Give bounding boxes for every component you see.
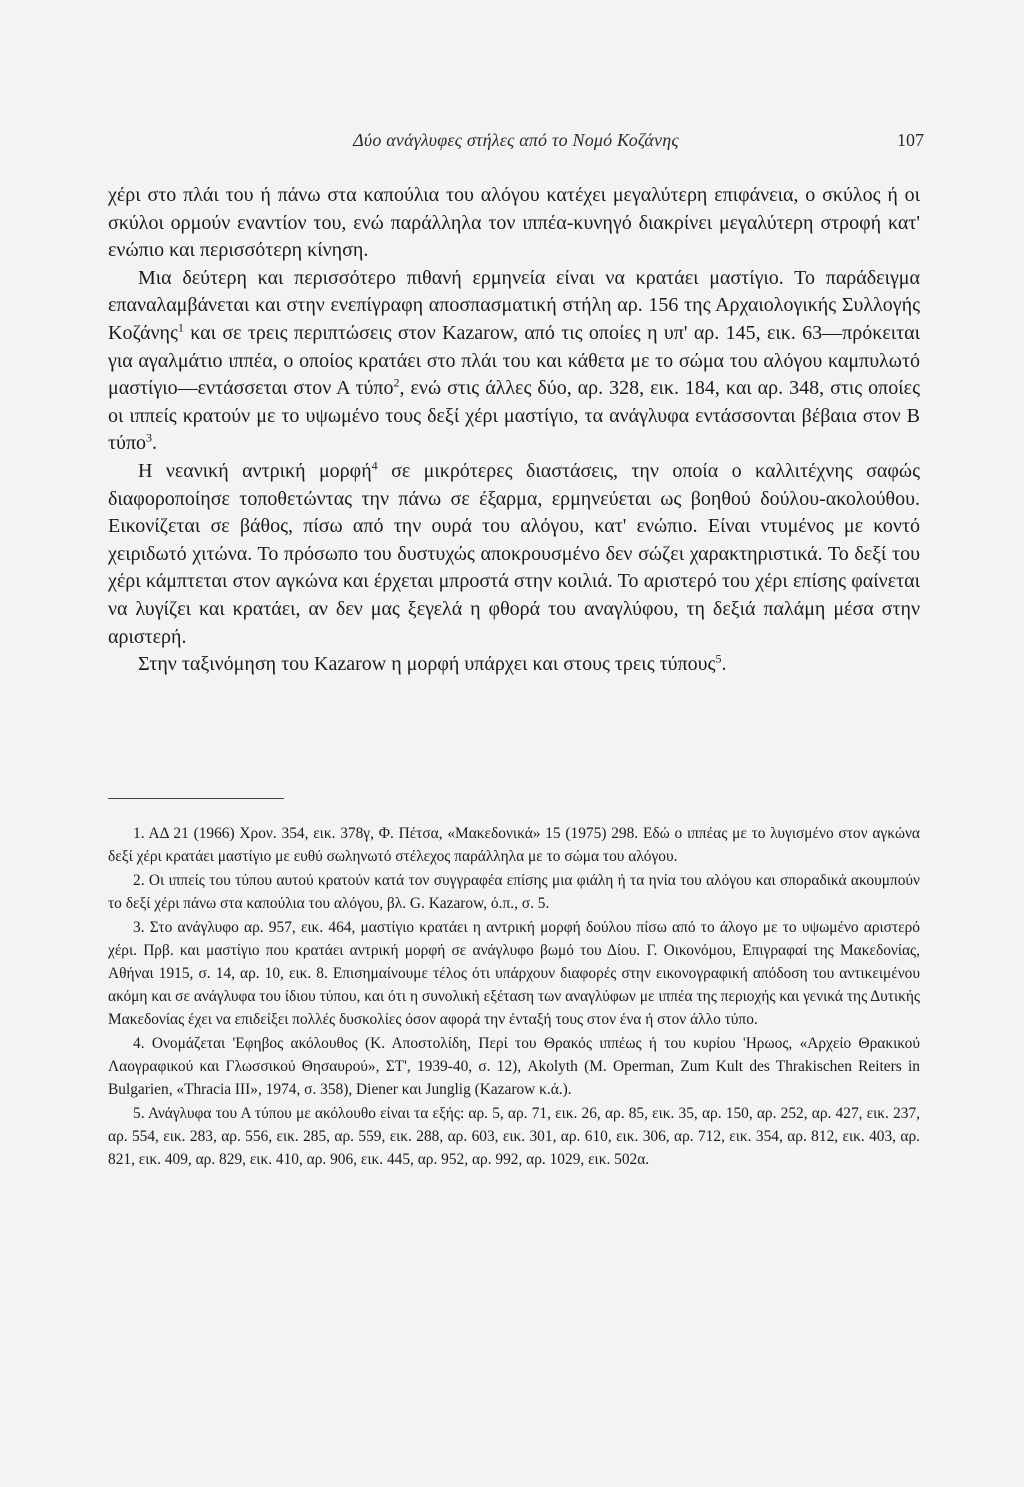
footnote-marker[interactable]: 2 xyxy=(393,375,400,390)
main-text xyxy=(108,182,920,679)
footnote: 1. ΑΔ 21 (1966) Χρον. 354, εικ. 378γ, Φ. Πέτσα, «Μακεδονικά» 15 (1975) 298. Εδώ ο ιππέας με το λυγισμένο στον αγκώνα δεξί χέρι κρατάει μαστίγιο με ευθύ σωληνωτό στέλεχος παράλληλα με το σώμα του αλόγου. xyxy=(108,825,920,865)
body-paragraph xyxy=(108,265,920,458)
footnote-marker[interactable]: 4 xyxy=(371,458,378,473)
paragraph-text: . xyxy=(152,432,158,455)
paragraph-text: και σε τρεις περιπτώσεις στον Kazarow, από τις οποίες η υπ' αρ. 145, εικ. 63—πρόκειται για αγαλμάτιο ιππέα, ο οποίος κρατάει στο πλάι του και κάθετα με το σώμα του αλόγου καμπυλωτό μαστίγιο—εντάσσεται στον Α τύπο xyxy=(108,321,920,400)
footnote: 3. Στο ανάγλυφο αρ. 957, εικ. 464, μαστίγιο κρατάει η αντρική μορφή δούλου πίσω από το άλογο με το υψωμένο αριστερό χέρι. Πρβ. και μαστίγιο που κρατάει αντρική μορφή σε ανάγλυφο βωμό του Δίου. Γ. Οικονόμου, Επιγραφαί της Μακεδονίας, Αθήναι 1915, σ. 14, αρ. 10, εικ. 8. Επισημαίνουμε τέλος ότι υπάρχουν διαφορές στην εικονογραφική απόδοση του αντικειμένου ακόμη και σε ανάγλυφα του ίδιου τύπου, και ότι η συνολική εξέταση των αναγλύφων με ιππέα της περιοχής και γενικά της Δυτικής Μακεδονίας έχει να επιδείξει πολλές δυσκολίες όσον αφορά την ένταξή τους στον ένα ή στον άλλο τύπο. xyxy=(108,919,920,1028)
footnote-marker[interactable]: 1 xyxy=(177,320,184,335)
footnote-marker[interactable]: 3 xyxy=(146,430,153,445)
footnote: 2. Οι ιππείς του τύπου αυτού κρατούν κατά τον συγγραφέα επίσης μια φιάλη ή τα ηνία του αλόγου και σποραδικά ακουμπούν το δεξί χέρι πάνω στα καπούλια του αλόγου, βλ. G. Kazarow, ό.π., σ. 5. xyxy=(108,872,920,912)
body-paragraph xyxy=(108,651,920,679)
footnote-rule xyxy=(108,798,284,799)
paragraph-text: Στην ταξινόμηση του Kazarow η μορφή υπάρχει και στους τρεις τύπους xyxy=(138,653,716,676)
paragraph-text: . xyxy=(721,653,727,676)
paragraph-text: σε μικρότερες διαστάσεις, την οποία ο καλλιτέχνης σαφώς διαφοροποίησε τοποθετώντας την πάνω σε έξαρμα, ερμηνεύεται ως βοηθού δούλου-ακολούθου. Εικονίζεται σε βάθος, πίσω από την ουρά του αλόγου, κατ' ενώπιο. Είναι ντυμένος με κοντό χειριδωτό χιτώνα. Το πρόσωπο του δυστυχώς αποκρουσμένο δεν σώζει χαρακτηριστικά. Το δεξί του χέρι κάμπτεται στον αγκώνα και έρχεται μπροστά στην κοιλιά. Το αριστερό του χέρι επίσης φαίνεται να λυγίζει και κρατάει, αν δεν μας ξεγελά η φθορά του αναγλύφου, τη δεξιά παλάμη μέσα στην αριστερή. xyxy=(108,459,920,648)
running-title: Δύο ανάγλυφες στήλες από το Νομό Κοζάνης xyxy=(353,130,679,150)
paragraph-text: χέρι στο πλάι του ή πάνω στα καπούλια του αλόγου κατέχει μεγαλύτερη επιφάνεια, ο σκύλος ή οι σκύλοι ορμούν εναντίον του, ενώ παράλληλα τον ιππέα-κυνηγό διακρίνει μεγαλύτερη στροφή κατ' ενώπιο και περισσότερη κίνηση. xyxy=(108,184,920,262)
footnote: 5. Ανάγλυφα του Α τύπου με ακόλουθο είναι τα εξής: αρ. 5, αρ. 71, εικ. 26, αρ. 85, εικ. 35, αρ. 150, αρ. 252, αρ. 427, εικ. 237, αρ. 554, εικ. 283, αρ. 556, εικ. 285, αρ. 559, εικ. 288, αρ. 603, εικ. 301, αρ. 610, εικ. 306, αρ. 712, εικ. 354, αρ. 812, εικ. 403, αρ. 821, εικ. 409, αρ. 829, εικ. 410, αρ. 906, εικ. 445, αρ. 952, αρ. 992, αρ. 1029, εικ. 502α. xyxy=(108,1105,920,1168)
paragraph-text: , ενώ στις άλλες δύο, αρ. 328, εικ. 184, και αρ. 348, στις οποίες οι ιππείς κρατούν με το υψωμένο τους δεξί χέρι μαστίγιο, τα ανάγλυφα εντάσσονται βέβαια στον Β τύπο xyxy=(108,377,920,455)
page-number: 107 xyxy=(897,130,924,150)
paragraph-text: Η νεανική αντρική μορφή xyxy=(138,459,372,482)
body-paragraph xyxy=(108,458,920,651)
page-header xyxy=(108,130,924,156)
body-paragraph xyxy=(108,182,920,265)
footnote: 4. Ονομάζεται 'Εφηβος ακόλουθος (Κ. Αποστολίδη, Περί του Θρακός ιππέως ή του κυρίου 'Ηρωος, «Αρχείο Θρακικού Λαογραφικού και Γλωσσικού Θησαυρού», ΣΤ', 1939-40, σ. 12), Akolyth (M. Operman, Zum Kult des Thrakischen Reiters in Bulgarien, «Thracia III», 1974, σ. 358), Diener και Junglig (Kazarow κ.ά.). xyxy=(108,1035,920,1098)
paragraph-text: Μια δεύτερη και περισσότερο πιθανή ερμηνεία είναι να κρατάει μαστίγιο. Το παράδειγμα επαναλαμβάνεται και στην ενεπίγραφη αποσπασματική στήλη αρ. 156 της Αρχαιολογικής Συλλογής Κοζάνης xyxy=(108,266,920,344)
footnote-marker[interactable]: 5 xyxy=(715,651,722,666)
footnotes xyxy=(108,822,920,1172)
